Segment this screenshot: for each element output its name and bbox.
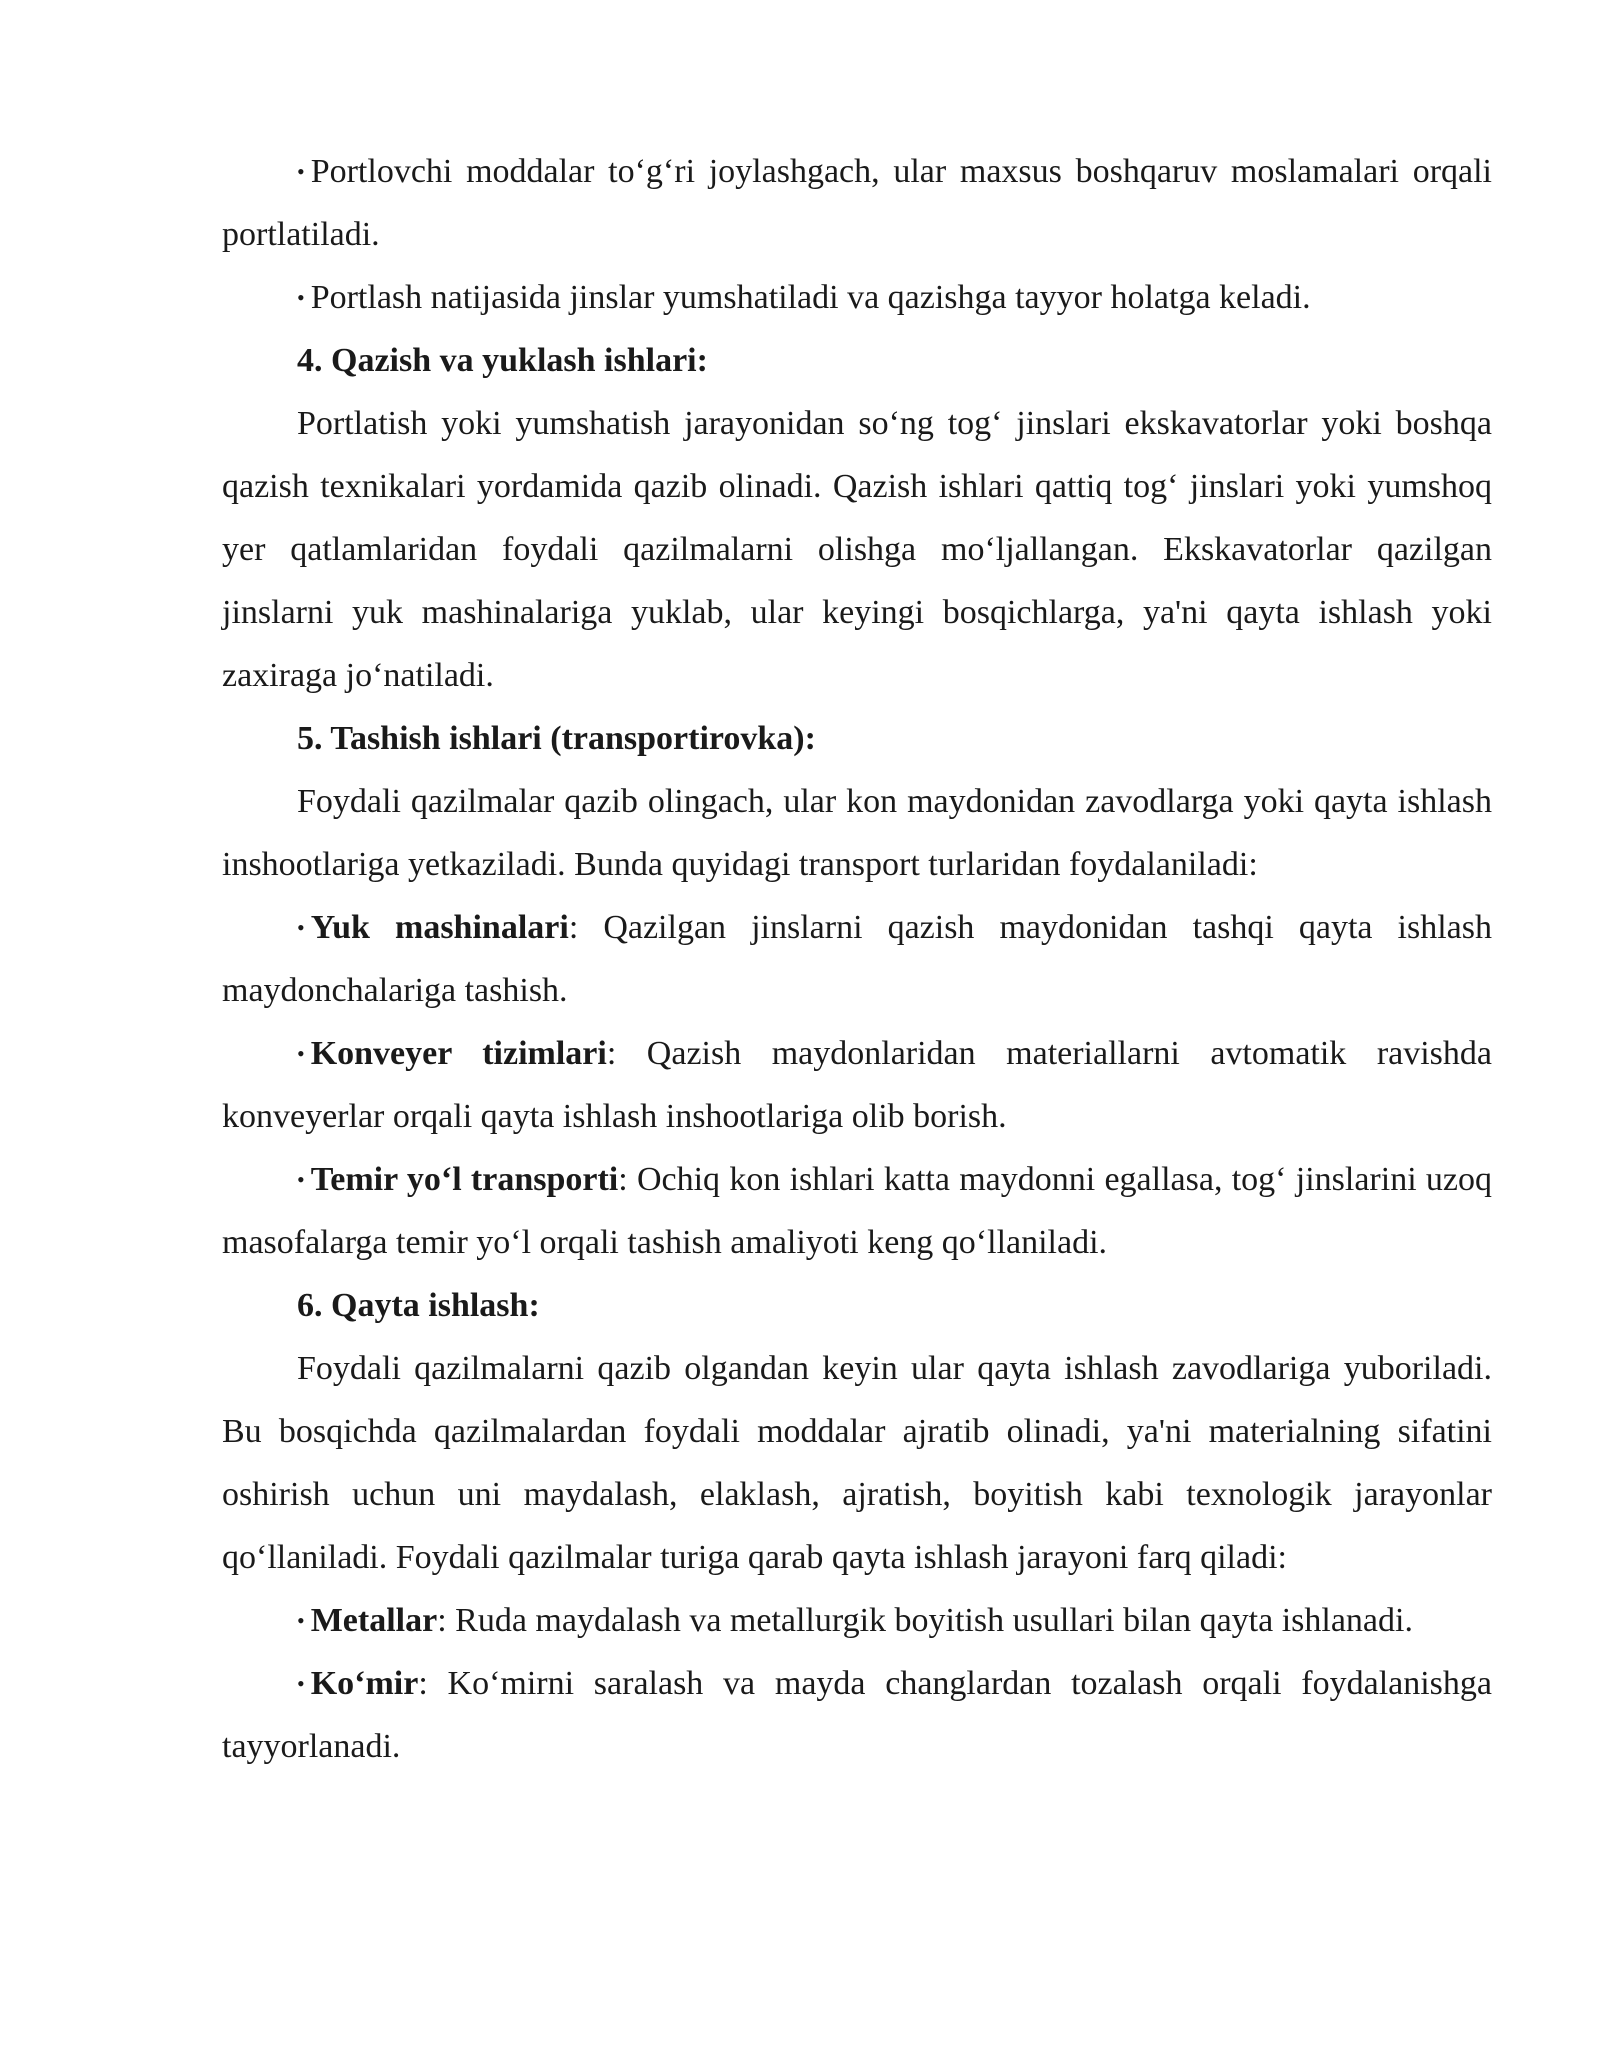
bullet-separator: :: [606, 1035, 647, 1072]
bullet-text: Ruda maydalash va metallurgik boyitish usullari bilan qayta ishlanadi.: [455, 1602, 1413, 1639]
document-page: [222, 140, 1492, 1778]
bullet-term: Temir yo‘l transporti: [310, 1161, 619, 1198]
bullet-item: [222, 1022, 1492, 1148]
bullet-item: [222, 1589, 1492, 1652]
bullet-item: [222, 1652, 1492, 1778]
bullet-item: [222, 1148, 1492, 1274]
bullet-item: [222, 266, 1492, 329]
bullet-icon: •: [297, 1671, 305, 1696]
bullet-item: [222, 896, 1492, 1022]
bullet-term: Metallar: [310, 1602, 438, 1639]
bullet-icon: •: [297, 285, 305, 310]
paragraph: Foydali qazilmalarni qazib olgandan keyin ular qayta ishlash zavodlariga yuboriladi. Bu bosqichda qazilmalardan foydali moddalar ajratib olinadi, ya'ni materialning sifatini oshirish uchun uni maydalash, elaklash, ajratish, boyitish kabi texnologik jarayonlar qo‘llaniladi. Foydali qazilmalar turiga qarab qayta ishlash jarayoni farq qiladi:: [222, 1350, 1492, 1576]
bullet-separator: :: [437, 1602, 456, 1639]
bullet-separator: :: [568, 909, 604, 946]
bullet-icon: •: [297, 915, 305, 940]
bullet-text: Portlovchi moddalar to‘g‘ri joylashgach, ular maxsus boshqaruv moslamalari orqali portlatiladi.: [222, 153, 1492, 253]
bullet-text: Ochiq kon ishlari katta maydonni egallasa, tog‘ jinslarini uzoq masofalarga temir yo‘l orqali tashish amaliyoti keng qo‘llaniladi.: [222, 1161, 1493, 1261]
bullet-item: [222, 140, 1492, 266]
bullet-text: Portlash natijasida jinslar yumshatiladi va qazishga tayyor holatga keladi.: [310, 279, 1311, 316]
bullet-icon: •: [297, 1167, 305, 1192]
bullet-icon: •: [297, 1041, 305, 1066]
bullet-text: Ko‘mirni saralash va mayda changlardan tozalash orqali foydalanishga tayyorlanadi.: [222, 1665, 1492, 1765]
paragraph: Foydali qazilmalar qazib olingach, ular kon maydonidan zavodlarga yoki qayta ishlash inshootlariga yetkaziladi. Bunda quyidagi transport turlaridan foydalaniladi:: [222, 783, 1492, 883]
bullet-separator: :: [618, 1161, 637, 1198]
paragraph: Portlatish yoki yumshatish jarayonidan so‘ng tog‘ jinslari ekskavatorlar yoki boshqa qazish texnikalari yordamida qazib olinadi. Qazish ishlari qattiq tog‘ jinslari yoki yumshoq yer qatlamlaridan foydali qazilmalarni olishga mo‘ljallangan. Ekskavatorlar qazilgan jinslarni yuk mashinalariga yuklab, ular keyingi bosqichlarga, ya'ni qayta ishlash yoki zaxiraga jo‘natiladi.: [222, 405, 1492, 694]
bullet-term: Yuk mashinalari: [310, 909, 569, 946]
section-heading: 4. Qazish va yuklash ishlari:: [297, 342, 708, 379]
bullet-icon: •: [297, 1608, 305, 1633]
bullet-term: Konveyer tizimlari: [310, 1035, 607, 1072]
section-heading: 5. Tashish ishlari (transportirovka):: [297, 720, 816, 757]
bullet-text: Qazish maydonlaridan materiallarni avtomatik ravishda konveyerlar orqali qayta ishlash inshootlariga olib borish.: [222, 1035, 1492, 1135]
section-heading: 6. Qayta ishlash:: [297, 1287, 540, 1324]
bullet-separator: :: [418, 1665, 448, 1702]
bullet-icon: •: [297, 159, 305, 184]
bullet-term: Ko‘mir: [310, 1665, 419, 1702]
bullet-text: Qazilgan jinslarni qazish maydonidan tashqi qayta ishlash maydonchalariga tashish.: [222, 909, 1492, 1009]
